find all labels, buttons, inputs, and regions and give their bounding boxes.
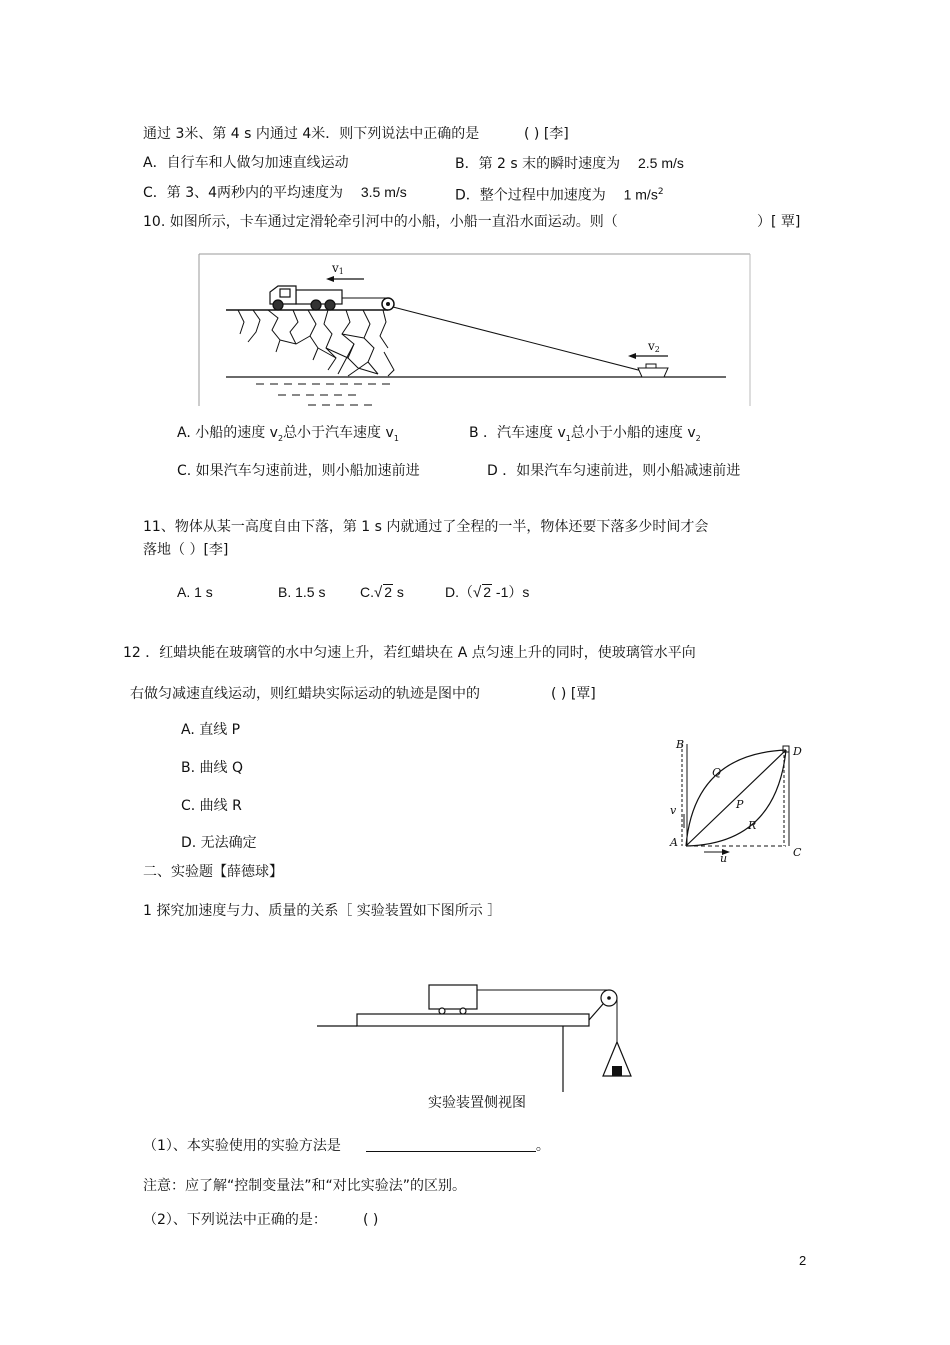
q10-option-c: C. 如果汽车匀速前进，则小船加速前进 — [177, 463, 420, 479]
q11-option-c: C.√ 2 s — [360, 584, 404, 601]
q12-stem-line2: 右做匀减速直线运动，则红蜡块实际运动的轨迹是图中的 — [130, 686, 480, 702]
velocity-v-label: v — [670, 804, 677, 817]
q10-option-b: B ．汽车速度 $v_1$总小于小船的速度 $v_2$ — [469, 425, 701, 443]
answer-blank[interactable] — [366, 1137, 536, 1152]
q12-option-b: B. 曲线 Q — [181, 760, 243, 776]
q9-option-c: C．第 3、4两秒内的平均速度为 3.5 m/s — [143, 184, 407, 201]
q11-option-b: B. 1.5 s — [278, 584, 326, 600]
velocity-u-label: u — [720, 852, 728, 862]
experiment-q1: （1）、本实验使用的实验方法是 。 — [143, 1138, 550, 1154]
experiment-q2-paren: ( ) — [363, 1212, 379, 1228]
q12-stem-line1: 12 ．红蜡块能在玻璃管的水中匀速上升，若红蜡块在 A 点匀速上升的同时，使玻璃管水平向 — [123, 645, 696, 661]
experiment-1-title: 1 探究加速度与力、质量的关系［ 实验装置如下图所示 ］ — [143, 903, 502, 919]
experiment-apparatus-figure — [315, 980, 645, 1095]
q10-stem: 10. 如图所示，卡车通过定滑轮牵引河中的小船，小船一直沿水面运动。则（ — [143, 214, 618, 230]
point-c-label: C — [793, 846, 802, 859]
v1-label: v1 — [332, 261, 344, 276]
q12-option-a: A. 直线 P — [181, 722, 241, 738]
q12-option-c: C. 曲线 R — [181, 798, 242, 814]
q10-option-d: D ．如果汽车匀速前进，则小船减速前进 — [487, 463, 741, 479]
q12-answer-paren: ( ) [覃] — [551, 686, 596, 702]
curve-r-label: R — [748, 819, 757, 832]
q11-stem-line2: 落地（ ）[李] — [143, 542, 229, 558]
experiment-note: 注意：应了解“控制变量法”和“对比实验法”的区别。 — [143, 1178, 467, 1194]
q9-option-a: A．自行车和人做匀加速直线运动 — [143, 155, 349, 171]
q9-option-b: B．第 2 s 末的瞬时速度为 2.5 m/s — [455, 155, 684, 172]
curve-q-label: Q — [712, 766, 722, 779]
truck-boat-figure — [198, 252, 752, 408]
point-b-label: B — [676, 738, 685, 751]
q10-option-a: A. 小船的速度 $v_2$总小于汽车速度 $v_1$ — [177, 425, 399, 443]
point-d-label: D — [793, 745, 802, 758]
trajectory-figure — [666, 736, 812, 862]
q9-answer-paren: ( ) [李] — [524, 126, 569, 142]
q11-stem-line1: 11、物体从某一高度自由下落，第 1 s 内就通过了全程的一半，物体还要下落多少时间才会 — [143, 519, 709, 535]
experiment-q2: （2）、下列说法中正确的是： — [143, 1212, 327, 1228]
line-p-label: P — [736, 798, 744, 811]
section-title: 二、实验题【薛德球】 — [143, 864, 283, 880]
figure-caption: 实验装置侧视图 — [428, 1095, 526, 1111]
v2-label: v2 — [648, 339, 660, 354]
point-a-label: A — [670, 836, 678, 849]
q9-continuation: 通过 3米、第 4 s 内通过 4米．则下列说法中正确的是 — [143, 126, 480, 142]
q9-option-d: D．整个过程中加速度为 1 $m/s^2$ — [455, 186, 664, 204]
q11-option-d: D.（√ 2 -1）s — [445, 584, 530, 601]
page-number: 2 — [799, 1253, 807, 1268]
q12-option-d: D. 无法确定 — [181, 835, 257, 851]
q10-stem-tail: ）[ 覃] — [757, 214, 801, 230]
q11-option-a: A. 1 s — [177, 584, 213, 600]
